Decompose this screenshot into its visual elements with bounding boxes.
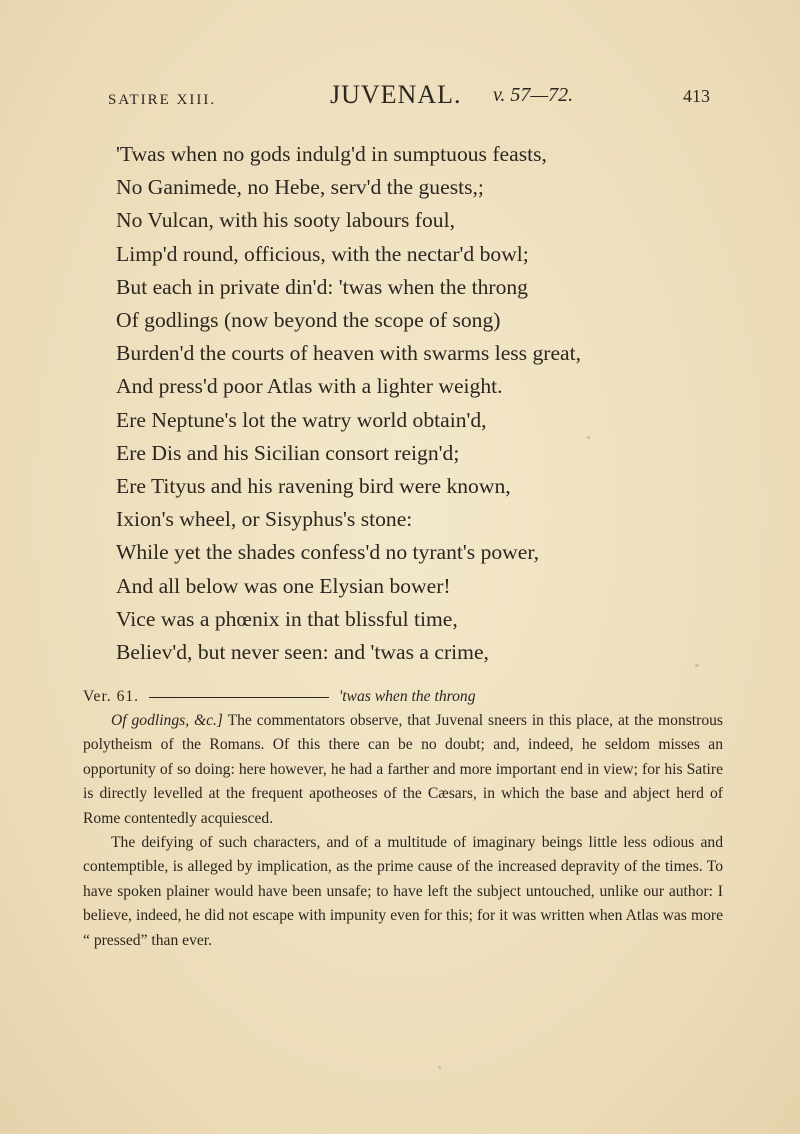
- verse-line: Of godlings (now beyond the scope of song): [116, 308, 501, 333]
- verse-line: Limp'd round, officious, with the nectar'd bowl;: [116, 241, 529, 266]
- verse-line: No Ganimede, no Hebe, serv'd the guests,;: [116, 175, 484, 200]
- note-lemma-continuation: Of godlings, &c.]: [111, 712, 223, 729]
- verse-line: But each in private din'd: 'twas when the throng: [116, 274, 528, 299]
- note-rule-divider: [149, 697, 329, 698]
- verse-line: No Vulcan, with his sooty labours foul,: [116, 208, 455, 233]
- running-header: [108, 80, 710, 120]
- verse-line: Ere Tityus and his ravening bird were known,: [116, 474, 511, 499]
- paper-speck: [438, 1066, 441, 1069]
- verse-line: Believ'd, but never seen: and 'twas a crime,: [116, 640, 489, 665]
- verse-line: Ixion's wheel, or Sisyphus's stone:: [116, 507, 413, 532]
- paper-speck: [695, 664, 699, 667]
- verse-block: [116, 138, 716, 669]
- note-paragraph-2: The deifying of such characters, and of a multitude of imaginary beings little less odious and contemptible, is alleged by implication, as the prime cause of the increased depravity of the times. To have spoken plainer would have been unsafe; to have left the subject untouched, unlike our author: I believe, indeed, he did not escape with impunity even for this; for it was written when Atlas was more “ pressed” than ever.: [83, 834, 723, 949]
- verse-line: While yet the shades confess'd no tyrant's power,: [116, 540, 540, 565]
- note-paragraph-1: [83, 709, 723, 831]
- verse-line: Ere Dis and his Sicilian consort reign'd;: [116, 440, 460, 465]
- header-author: JUVENAL.: [330, 80, 462, 109]
- verse-line: And press'd poor Atlas with a lighter weight.: [116, 374, 503, 399]
- page-number: 413: [683, 86, 710, 106]
- note-verse-label: Ver. 61.: [83, 688, 140, 705]
- note-lemma: 'twas when the throng: [338, 688, 476, 705]
- paper-speck: [587, 436, 590, 439]
- verse-line: 'Twas when no gods indulg'd in sumptuous feasts,: [116, 142, 547, 166]
- header-satire-label: SATIRE XIII.: [108, 92, 217, 108]
- verse-line: And all below was one Elysian bower!: [116, 573, 451, 598]
- header-verse-range: v. 57—72.: [493, 84, 574, 106]
- verse-line: Burden'd the courts of heaven with swarms less great,: [116, 341, 582, 366]
- note-paragraph-1-text: The commentators observe, that Juvenal sneers in this place, at the monstrous polytheism of the Romans. Of this there can be no doubt; and, indeed, he seldom misses an opportunity of so doing: here however, he had a farther and more important end in view; for his Satire is directly levelled at the frequent apotheoses of the Cæsars, in which the base and abject herd of Rome contentedly acquiesced.: [83, 712, 723, 827]
- verse-line: Vice was a phœnix in that blissful time,: [116, 606, 458, 631]
- verse-line: Ere Neptune's lot the watry world obtain'd,: [116, 407, 487, 432]
- footnotes: [83, 685, 723, 953]
- note-heading: [83, 685, 723, 709]
